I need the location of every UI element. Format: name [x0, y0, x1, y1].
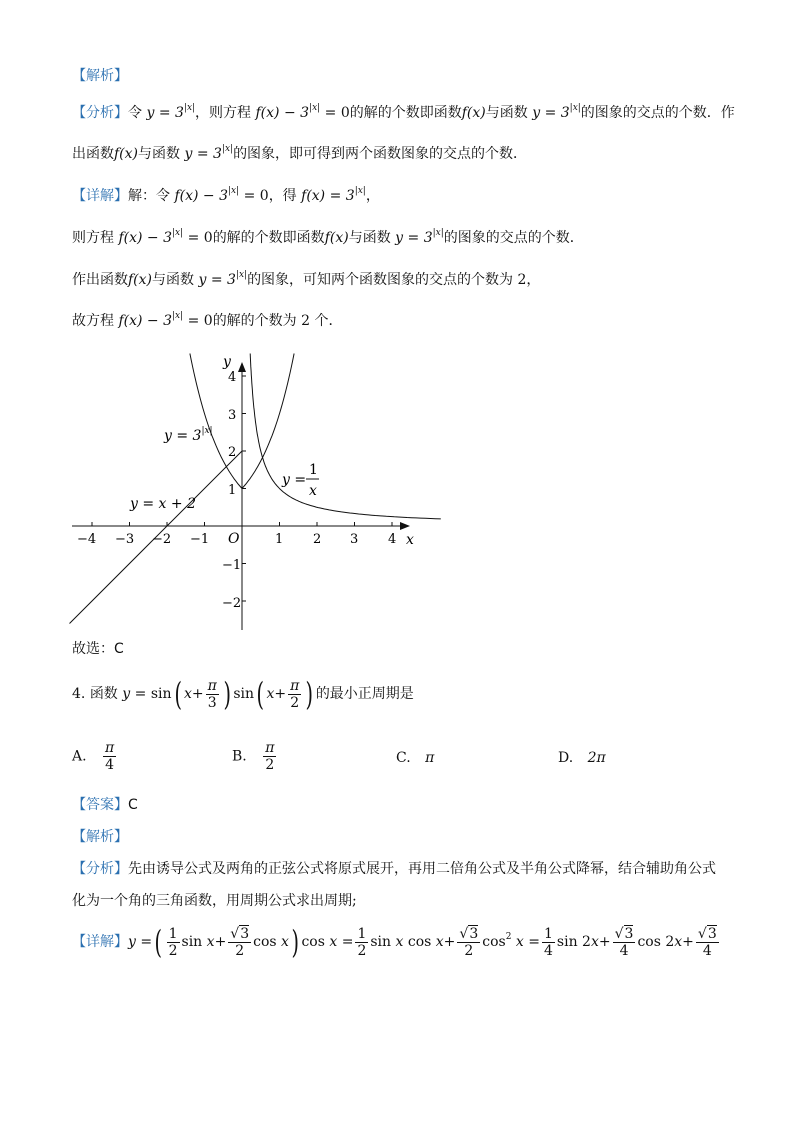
- analysis-paragraph-line-1: 【分析】令 $y = 3^{|x|}$，则方程 $f(x) - 3^{|x|} = 0$的解的个数即函数f(x)与函数 $y = 3^{|x|}$的图象的交点的个数．作: [72, 103, 735, 121]
- x-tick-label: 4: [388, 532, 397, 547]
- label-line: y = x + 2: [130, 496, 196, 512]
- y-tick-label: 3: [228, 408, 237, 423]
- answer-tag: 【答案】: [72, 797, 128, 813]
- x-tick-label: 3: [350, 532, 359, 547]
- x-tick-label: −4: [77, 532, 97, 547]
- origin-label: O: [228, 531, 240, 547]
- option-d[interactable]: D. 2π: [558, 750, 606, 766]
- detail-paragraph-line-1: 【详解】解：令 $f(x) - 3^{|x|} = 0$，得 $f(x) = 3^{|x|}$，: [72, 186, 380, 204]
- option-a[interactable]: A. $\frac{\pi}{4}$: [72, 740, 115, 773]
- label-recip-left: y =: [282, 472, 307, 488]
- x-tick-label: −1: [190, 532, 210, 547]
- question-4-stem: 4. 函数 y = sin( x+ $\frac{\pi}{3}$ ) sin( x+ $\frac{\pi}{2}$ ) 的最小正周期是: [72, 675, 414, 713]
- answer-line: 【答案】C: [72, 797, 138, 813]
- x-tick-label: 1: [275, 532, 284, 547]
- analysis-paragraph-line-2: 出函数f(x)与函数 $y = 3^{|x|}$的图象，即可得到两个函数图象的交点的个数．: [72, 144, 528, 162]
- analysis-tag-2: 【分析】: [72, 861, 128, 877]
- label-exp-curve: $y = 3^{|x|}$: [164, 426, 213, 444]
- label-recip-den: x: [309, 483, 317, 499]
- detail-tag: 【详解】: [72, 188, 128, 204]
- option-b[interactable]: B. $\frac{\pi}{2}$: [232, 740, 275, 773]
- y-tick-label: 4: [228, 370, 237, 385]
- x-tick-label: −2: [152, 532, 172, 547]
- y-tick-label: −2: [222, 596, 242, 611]
- x-axis-label: x: [406, 532, 414, 548]
- y-tick-label: 2: [228, 445, 237, 460]
- label-recip-num: 1: [309, 462, 318, 478]
- analysis-q4-line-2: 化为一个角的三角函数，用周期公式求出周期;: [72, 893, 357, 909]
- detail-paragraph-line-2: 则方程 $f(x) - 3^{|x|} = 0$的解的个数即函数f(x)与函数 $y = 3^{|x|}$的图象的交点的个数．: [72, 228, 584, 246]
- y-axis-label: y: [223, 354, 231, 370]
- detail-paragraph-line-3: 作出函数f(x)与函数 $y = 3^{|x|}$的图象，可知两个函数图象的交点的个数为 2，: [72, 270, 541, 288]
- jiexi-heading: 【解析】: [72, 68, 128, 84]
- x-axis-arrow: [400, 522, 410, 530]
- analysis-tag: 【分析】: [72, 105, 128, 121]
- jiexi-heading-2: 【解析】: [72, 829, 128, 845]
- choose-answer: 故选：C: [72, 641, 124, 657]
- y-axis-arrow: [238, 362, 246, 372]
- x-tick-label: −3: [115, 532, 135, 547]
- y-tick-label: 1: [228, 483, 237, 498]
- analysis-q4-line-1: 【分析】先由诱导公式及两角的正弦公式将原式展开，再用二倍角公式及半角公式降幂，结合辅助角公式: [72, 861, 716, 877]
- curve-y-1-over-x: [250, 354, 441, 519]
- x-tick-label: 2: [313, 532, 322, 547]
- y-tick-label: −1: [222, 558, 242, 573]
- detail-paragraph-line-4: 故方程 $f(x) - 3^{|x|} = 0$的解的个数为 2 个．: [72, 311, 343, 329]
- detail-q4-formula: 【详解】y =( $\frac{1}{2}$ sin x+ $\frac{√3}{2}$ cos x) cos x = $\frac{1}{2}$ sin x cos x+ $\frac{√3}{2}$ $\cos^2 x$ = $\frac{1}{4}$ sin 2x+ $\frac{√3}{4}$ cos 2x+ $\frac{√3}{4}$: [72, 923, 717, 961]
- option-c[interactable]: C. π: [396, 750, 435, 766]
- function-graph: [60, 340, 450, 632]
- detail-tag-2: 【详解】: [72, 934, 128, 950]
